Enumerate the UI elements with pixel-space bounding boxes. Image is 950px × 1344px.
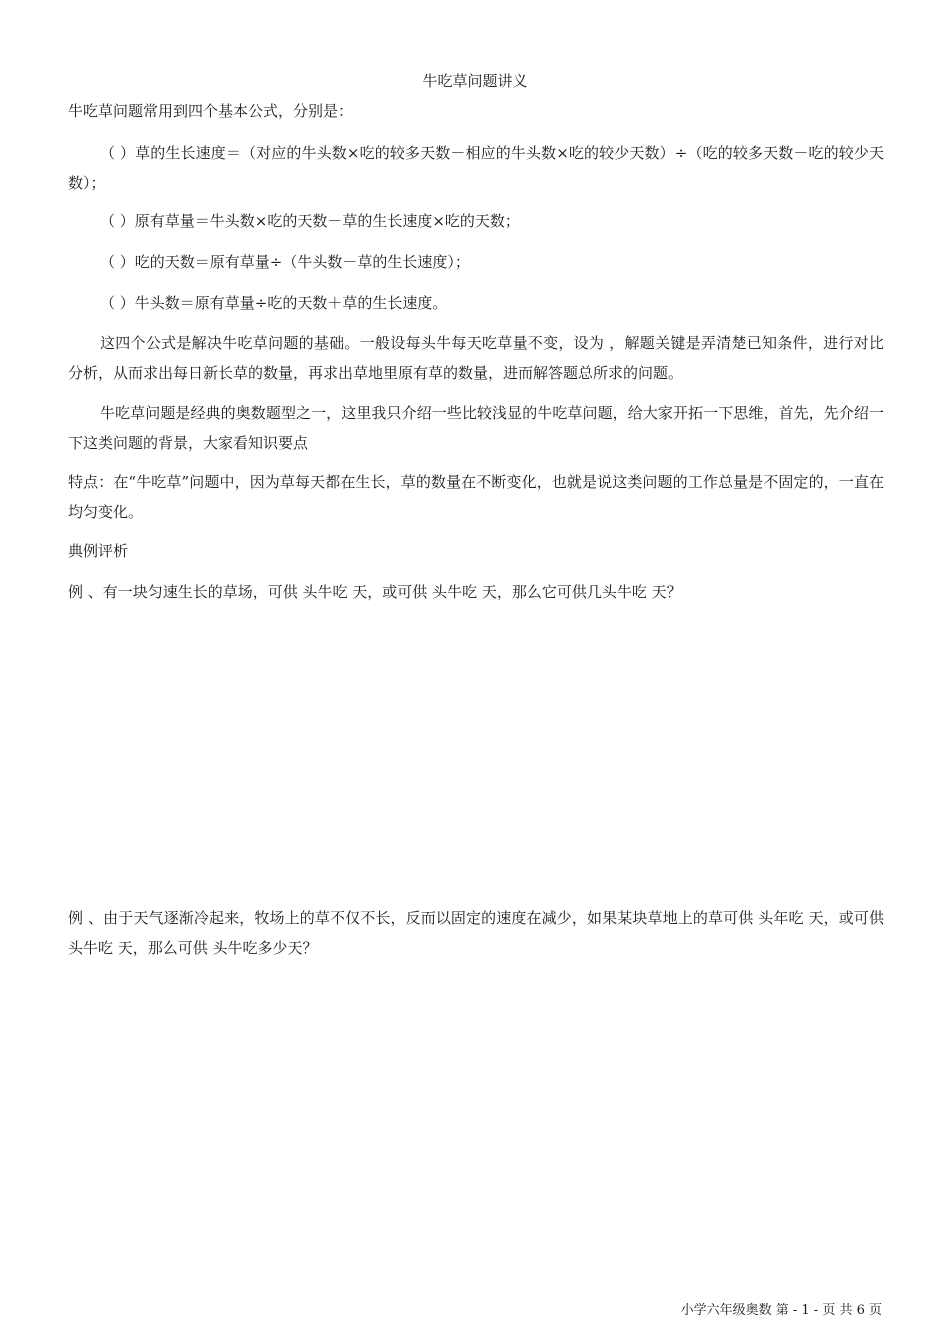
intro-paragraph: 牛吃草问题常用到四个基本公式，分别是： [68, 102, 354, 120]
formula-2: （ ）原有草量＝牛头数×吃的天数－草的生长速度×吃的天数； [100, 212, 520, 230]
feature-paragraph: 特点：在“牛吃草”问题中，因为草每天都在生长，草的数量在不断变化，也就是说这类问题的工作总量是不固定的，一直在均匀变化。 [68, 473, 884, 521]
formula-4: （ ）牛头数＝原有草量÷吃的天数＋草的生长速度。 [100, 294, 448, 312]
basis-paragraph: 这四个公式是解决牛吃草问题的基础。一般设每头牛每天吃草量不变，设为 ，解题关键是弄清楚已知条件，进行对比分析，从而求出每日新长草的数量，再求出草地里原有草的数量，进而解答题总所求的问题。 [68, 334, 884, 382]
section-heading: 典例评析 [68, 542, 129, 560]
classic-paragraph: 牛吃草问题是经典的奥数题型之一，这里我只介绍一些比较浅显的牛吃草问题，给大家开拓一下思维，首先，先介绍一下这类问题的背景，大家看知识要点 [68, 404, 884, 452]
example-2: 例 、由于天气逐渐冷起来，牧场上的草不仅不长，反而以固定的速度在减少，如果某块草地上的草可供 头年吃 天，或可供 头牛吃 天，那么可供 头牛吃多少天？ [68, 909, 884, 957]
formula-3: （ ）吃的天数＝原有草量÷（牛头数－草的生长速度）； [100, 253, 470, 271]
formula-1: （ ）草的生长速度＝（对应的牛头数×吃的较多天数－相应的牛头数×吃的较少天数）÷（吃的较多天数－吃的较少天数）； [68, 144, 884, 192]
page-footer: 小学六年级奥数 第 - 1 - 页 共 6 页 [680, 1303, 882, 1318]
document-title: 牛吃草问题讲义 [422, 72, 528, 90]
example-1: 例 、有一块匀速生长的草场，可供 头牛吃 天，或可供 头牛吃 天，那么它可供几头牛吃 天？ [68, 583, 682, 601]
